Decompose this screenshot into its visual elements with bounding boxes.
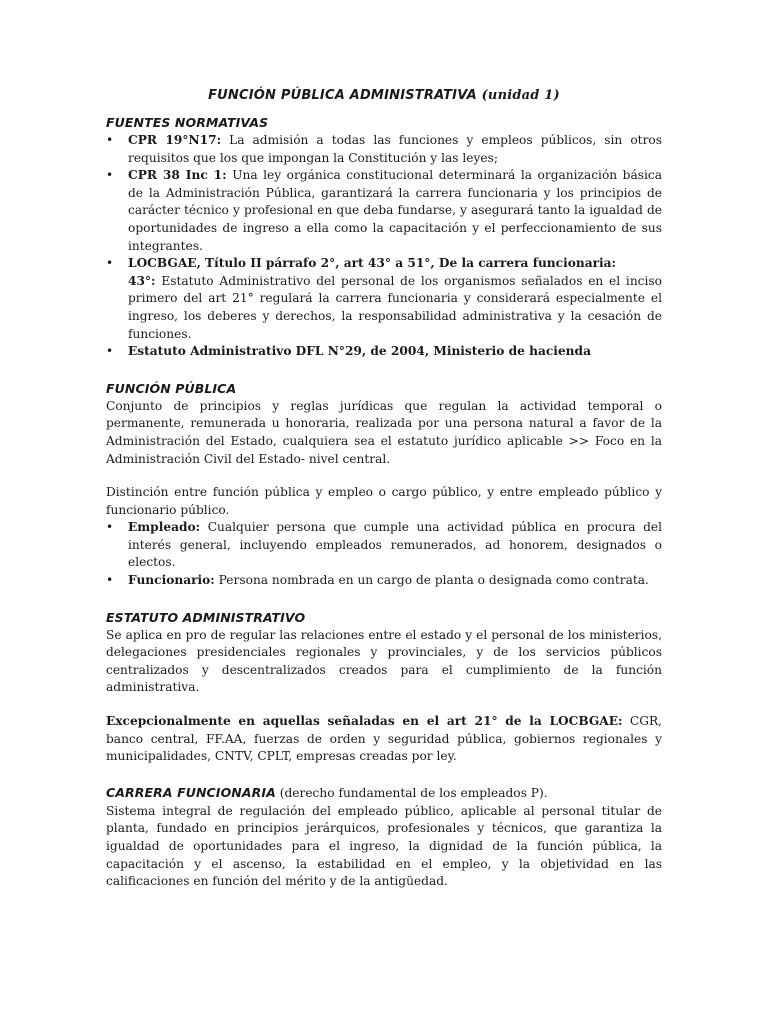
list-item xyxy=(128,343,662,361)
funcion-publica-list xyxy=(106,519,662,589)
item-bold: Estatuto Administrativo DFL N°29, de 2004, Ministerio de hacienda xyxy=(128,344,591,359)
item-bold: CPR 19°N17: xyxy=(128,133,222,147)
item-text: Una ley orgánica constitucional determinará la organización básica de la Administración Pública, garantizará la carrera funcionaria y los principios de carácter técnico y profesional en que deba fundarse, y asegurará tanto la igualdad de oportunidades de ingreso a ella como la capacitación y el perfeccionamiento de sus integrantes. xyxy=(128,168,662,253)
carrera-heading-line xyxy=(106,782,662,801)
funcion-publica-paragraph: Conjunto de principios y reglas jurídicas que regulan la actividad temporal o permanente, remunerada u honoraria, realizada por una persona natural a favor de la Administración del Estado, cualquiera sea el estatuto jurídico aplicable >> Foco en la Administración Civil del Estado- nivel central. xyxy=(106,398,662,466)
heading-carrera: CARRERA FUNCIONARIA xyxy=(106,784,276,800)
title-sub: (unidad 1) xyxy=(481,88,560,103)
title-main: FUNCIÓN PÚBLICA ADMINISTRATIVA xyxy=(208,88,477,103)
excep-text: CGR, banco central, FF.AA, fuerzas de orden y seguridad pública, gobiernos regionales y municipalidades, CNTV, CPLT, empresas creadas por ley. xyxy=(106,714,662,764)
excepcionalmente-paragraph xyxy=(106,713,662,766)
excep-bold: Excepcionalmente en aquellas señaladas en el art 21° de la LOCBGAE: xyxy=(106,714,623,729)
list-item xyxy=(128,519,662,572)
list-item xyxy=(128,132,662,167)
list-item xyxy=(128,167,662,255)
section-funcion-publica xyxy=(106,381,662,590)
item-bold: CPR 38 Inc 1: xyxy=(128,168,227,183)
item-bold: 43°: xyxy=(128,273,156,288)
estatuto-paragraph: Se aplica en pro de regular las relaciones entre el estado y el personal de los ministerios, delegaciones presidenciales regionales y provinciales, y de los servicios públicos centralizados y descentralizados creados para el cumplimiento de la función administrativa. xyxy=(106,627,662,695)
fuentes-list xyxy=(106,132,662,361)
section-estatuto xyxy=(106,610,662,766)
heading-fuentes: FUENTES NORMATIVAS xyxy=(106,115,269,130)
heading-note: (derecho fundamental de los empleados P). xyxy=(275,785,548,800)
item-text: Cualquier persona que cumple una actividad pública en procura del interés general, incluyendo empleados remunerados, ad honorem, designados o electos. xyxy=(128,520,662,570)
distincion-paragraph: Distinción entre función pública y empleo o cargo público, y entre empleado público y funcionario público. xyxy=(106,485,662,517)
item-bold: Empleado: xyxy=(128,520,201,535)
item-text: Persona nombrada en un cargo de planta o designada como contrata. xyxy=(214,573,649,588)
item-bold: Funcionario: xyxy=(128,573,215,588)
list-item xyxy=(128,255,662,343)
item-bold: LOCBGAE, Título II párrafo 2°, art 43° a 51°, De la carrera funcionaria: xyxy=(128,256,617,271)
page-title xyxy=(106,88,662,103)
section-carrera xyxy=(106,782,662,891)
item-text: Estatuto Administrativo del personal de los organismos señalados en el inciso primero del art 21° regulará la carrera funcionaria y considerará especialmente el ingreso, los deberes y derechos, la responsabilidad administrativa y la cesación de funciones. xyxy=(128,273,662,341)
heading-estatuto: ESTATUTO ADMINISTRATIVO xyxy=(106,609,306,625)
section-fuentes xyxy=(106,115,662,361)
item-text: La admisión a todas las funciones y empleos públicos, sin otros requisitos que los que impongan la Constitución y las leyes; xyxy=(128,133,662,165)
list-item xyxy=(128,572,662,590)
carrera-paragraph: Sistema integral de regulación del empleado público, aplicable al personal titular de planta, fundado en principios jerárquicos, profesionales y técnicos, que garantiza la igualdad de oportunidades para el ingreso, la dignidad de la función pública, la capacitación y el ascenso, la estabilidad en el empleo, y la objetividad en las calificaciones en función del mérito y de la antigüedad. xyxy=(106,803,662,889)
heading-funcion-publica: FUNCIÓN PÚBLICA xyxy=(106,380,237,396)
